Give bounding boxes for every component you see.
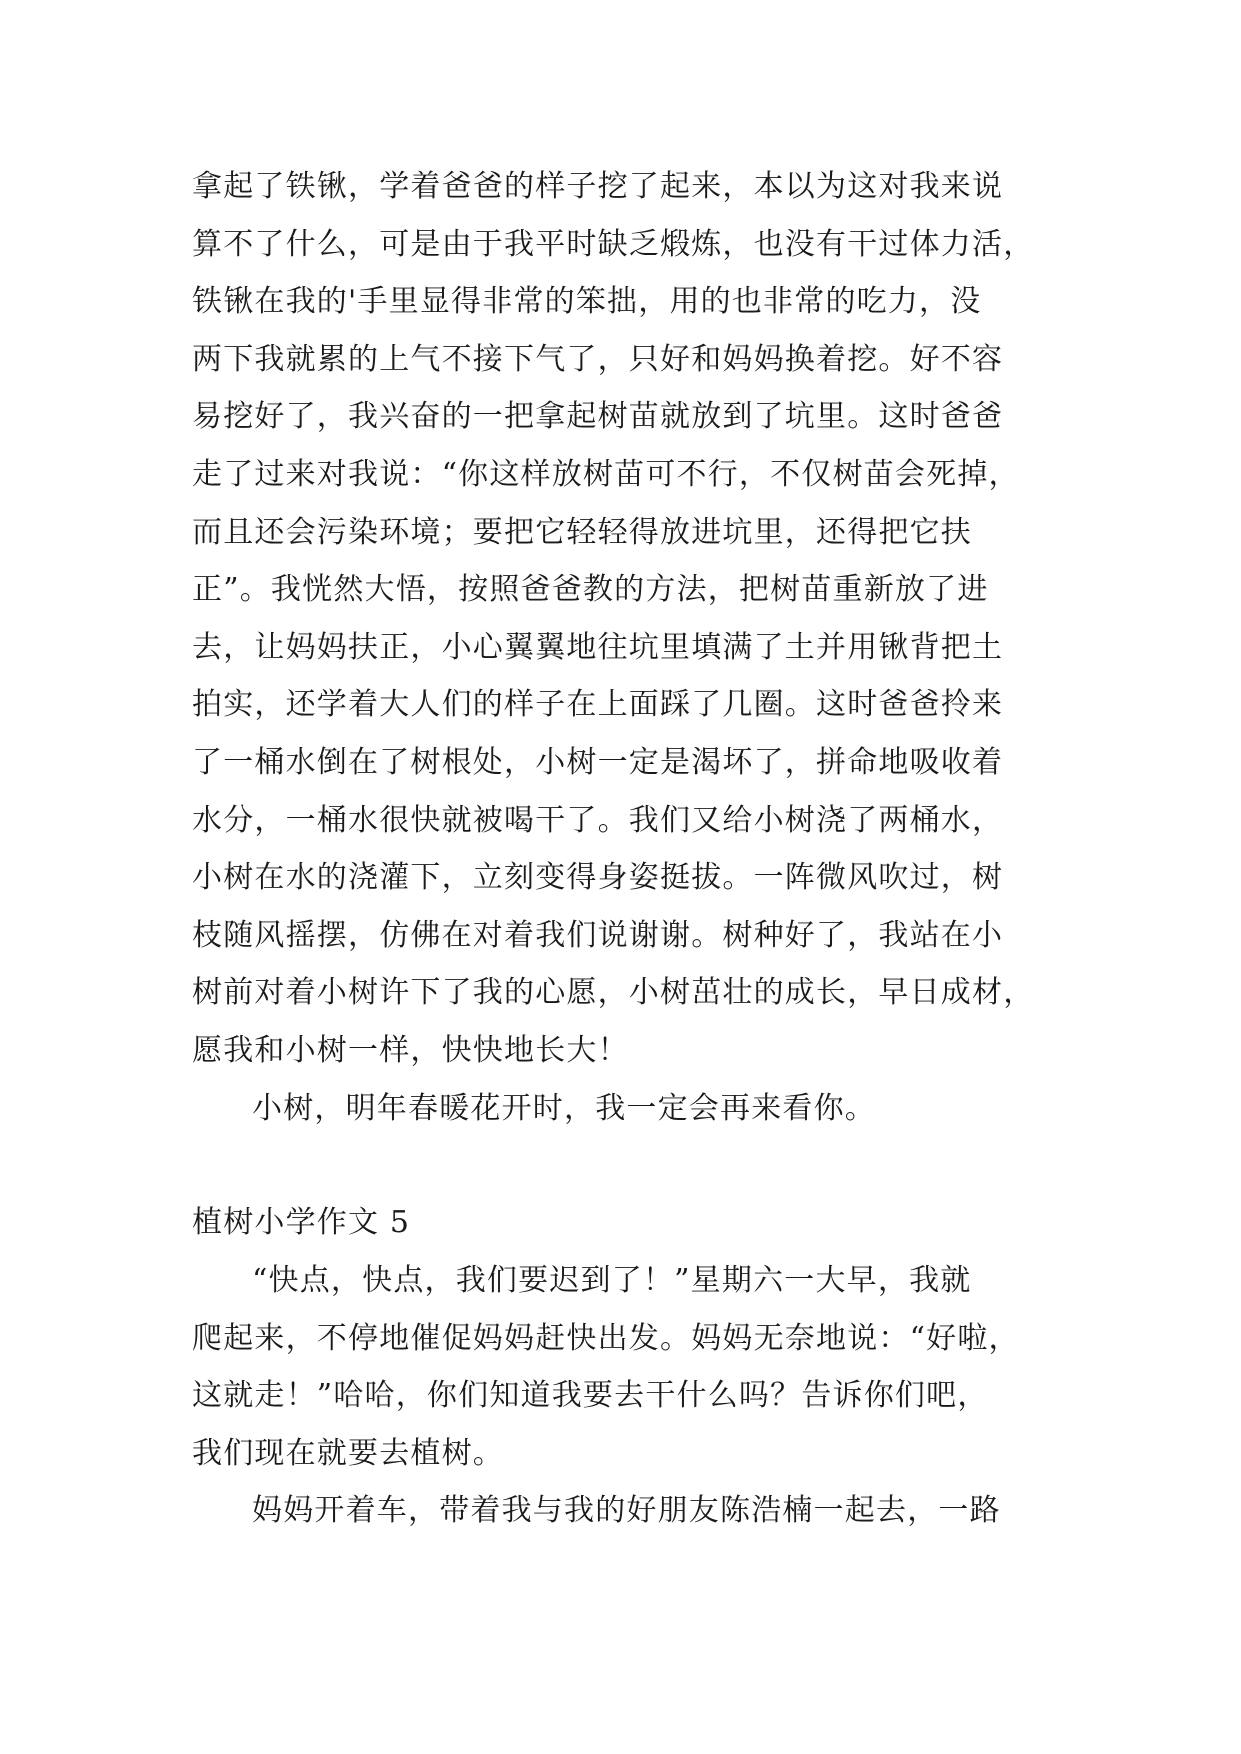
- text-line: 走了过来对我说：“你这样放树苗可不行，不仅树苗会死掉，: [192, 456, 1020, 492]
- text-line: 算不了什么，可是由于我平时缺乏煅炼，也没有干过体力活，: [192, 226, 1035, 262]
- paragraph-intro: [192, 1252, 1052, 1482]
- text-line: 愿我和小树一样，快快地长大！: [192, 1032, 629, 1068]
- text-line: 这就走！”哈哈，你们知道我要去干什么吗？告诉你们吧，: [192, 1378, 989, 1414]
- text-line: 两下我就累的上气不接下气了，只好和妈妈换着挖。好不容: [192, 341, 1004, 377]
- text-line: 而且还会污染环境；要把它轻轻得放进坑里，还得把它扶: [192, 514, 972, 550]
- essay-body: [192, 158, 1052, 1540]
- text-line: 拍实，还学着大人们的样子在上面踩了几圈。这时爸爸拎来: [192, 687, 1004, 723]
- text-line: “快点，快点，我们要迟到了！”星期六一大早，我就: [252, 1263, 972, 1299]
- text-line: 去，让妈妈扶正，小心翼翼地往坑里填满了土并用锹背把土: [192, 629, 1004, 665]
- text-line: 拿起了铁锹，学着爸爸的样子挖了起来，本以为这对我来说: [192, 169, 1004, 204]
- text-line: 枝随风摇摆，仿佛在对着我们说谢谢。树种好了，我站在小: [192, 917, 1004, 953]
- text-line: 爬起来，不停地催促妈妈赶快出发。妈妈无奈地说：“好啦，: [192, 1320, 1020, 1356]
- text-line: 了一桶水倒在了树根处，小树一定是渴坏了，拼命地吸收着: [192, 744, 1004, 780]
- text-line: 小树，明年春暖花开时，我一定会再来看你。: [252, 1090, 876, 1126]
- text-line: 树前对着小树许下了我的心愿，小树茁壮的成长，早日成材，: [192, 975, 1035, 1011]
- text-line: 妈妈开着车，带着我与我的好朋友陈浩楠一起去，一路: [252, 1493, 1001, 1529]
- text-line: 铁锹在我的'手里显得非常的笨拙，用的也非常的吃力，没: [192, 284, 982, 320]
- text-line: 正”。我恍然大悟，按照爸爸教的方法，把树苗重新放了进: [192, 572, 989, 608]
- text-line: 水分，一桶水很快就被喝干了。我们又给小树浇了两桶水，: [192, 802, 1004, 838]
- text-line: 小树在水的浇灌下，立刻变得身姿挺拔。一阵微风吹过，树: [192, 860, 1004, 896]
- paragraph-planting-process: [192, 158, 1052, 1080]
- text-line: 我们现在就要去植树。: [192, 1435, 504, 1471]
- section-spacer: [192, 1137, 1052, 1194]
- paragraph-journey: [192, 1482, 1052, 1540]
- text-line: 易挖好了，我兴奋的一把拿起树苗就放到了坑里。这时爸爸: [192, 399, 1004, 435]
- paragraph-closing: [192, 1080, 1052, 1138]
- essay-title: 植树小学作文 5: [192, 1205, 411, 1241]
